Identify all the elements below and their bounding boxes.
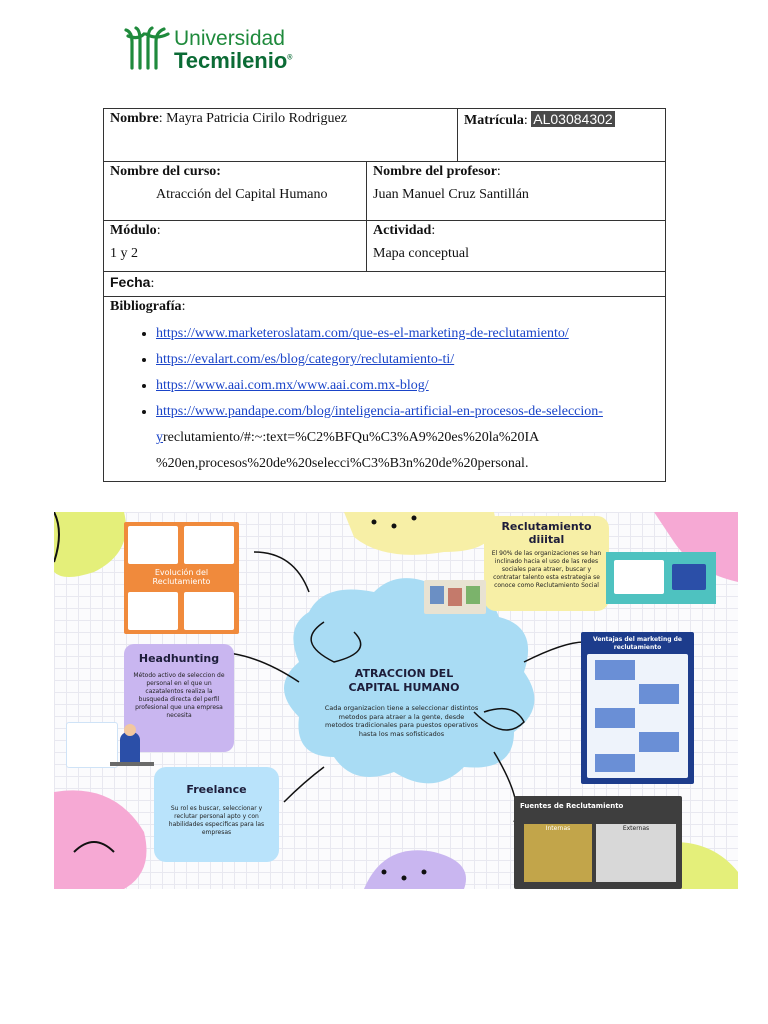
bibliography-link-4-rest: reclutamiento/#:~:text=%C2%BFQu%C3%A9%20es%20la%20IA %20en,procesos%20de%20selecci%C3%B3n%20de%20personal.: [156, 430, 539, 471]
fuentes-panel: [514, 796, 682, 889]
curso-cell: [104, 162, 367, 221]
headhunting-text: Método activo de seleccion de personal en el que un cazatalentos realiza la busqueda directa del perfil profesional que una empresa necesita: [133, 672, 225, 719]
digital-illustration: [606, 552, 716, 604]
modulo-label: Módulo: [110, 223, 157, 238]
fecha-cell: Fecha:: [104, 272, 666, 297]
actividad-value: Mapa conceptual: [373, 246, 470, 261]
bibliography-list: [110, 321, 659, 477]
profesor-label: Nombre del profesor: [373, 164, 497, 179]
nombre-label: Nombre: [110, 111, 159, 126]
digital-text: El 90% de las organizaciones se han inclinado hacia el uso de las redes sociales para atraer, buscar y contratar talento esta estrategia se conoce como Reclutamiento Social: [491, 550, 602, 589]
profesor-cell: Nombre del profesor: Juan Manuel Cruz Santillán: [367, 162, 666, 221]
modulo-value: 1 y 2: [110, 246, 138, 261]
logo-line-2: Tecmilenio®: [174, 48, 293, 73]
fuentes-externas: Externas: [622, 825, 650, 832]
freelance-text: Su rol es buscar, seleccionar y reclutar personal apto y con habilidades especificas para las empresas: [168, 805, 265, 836]
list-item: [156, 347, 659, 373]
headhunting-title: Headhunting: [138, 652, 220, 665]
freelance-title: Freelance: [186, 783, 247, 796]
university-logo: [124, 26, 304, 74]
list-item: [156, 399, 659, 477]
ventajas-title: Ventajas del marketing de reclutamiento: [593, 636, 682, 651]
fuentes-internas: Internas: [545, 825, 571, 832]
bibliografia-label: Bibliografía: [110, 299, 182, 314]
actividad-cell: Actividad: Mapa conceptual: [367, 221, 666, 272]
concept-map: [54, 512, 738, 889]
student-info-table: [103, 108, 666, 482]
evolution-title: Evolución del Reclutamiento: [152, 568, 211, 586]
fuentes-title: Fuentes de Reclutamiento: [520, 802, 624, 810]
bibliografia-cell: Bibliografía: • https://www.marketeroslatam.com/que-es-el-marketing-de-reclutamiento/ • https://evalart.com/es/blog/category/reclutamiento-ti/ • https://www.aai.com.mx/www.aai.com.mx-blog/ • https://www.pandape.com/blog/inteligencia-artificial-en-procesos-de-seleccion-yreclutamiento/#:~:text=%C2%BFQu%C3%A9%20es%20la%20IA %20en,procesos%20de%20selecci%C3%B3n%20de%20personal.: [104, 297, 666, 482]
bibliography-link-3[interactable]: https://www.aai.com.mx/www.aai.com.mx-blog/: [156, 378, 429, 393]
center-title: ATRACCION DEL CAPITAL HUMANO: [348, 667, 460, 694]
ventajas-panel: [581, 632, 694, 784]
center-text: Cada organizacion tiene a seleccionar distintos metodos para atraer a la gente, desde metodos tradicionales para puestos operativos hasta los mas sofisticados: [324, 704, 479, 738]
list-item: [156, 321, 659, 347]
fecha-label: Fecha: [110, 274, 151, 290]
nombre-value: : Mayra Patricia Cirilo Rodriguez: [158, 111, 347, 126]
people-illustration: [66, 722, 154, 774]
bibliography-link-2[interactable]: https://evalart.com/es/blog/category/reclutamiento-ti/: [156, 352, 455, 367]
list-item: [156, 373, 659, 399]
digital-recruiting-card: [484, 516, 609, 611]
evolution-panel: [124, 522, 239, 634]
bibliography-link-4[interactable]: https://www.pandape.com/blog/inteligencia-artificial-en-procesos-de-seleccion-y: [156, 404, 603, 445]
matricula-cell: Matrícula: AL03084302: [458, 109, 666, 162]
modulo-cell: Módulo: 1 y 2: [104, 221, 367, 272]
nombre-cell: [104, 109, 458, 162]
bibliography-link-1[interactable]: https://www.marketeroslatam.com/que-es-el-marketing-de-reclutamiento/: [156, 326, 569, 341]
freelance-card: [154, 767, 279, 862]
curso-value: Atracción del Capital Humano: [156, 187, 328, 202]
tecmilenio-leaf-icon: [124, 26, 170, 70]
curso-label: Nombre del curso:: [110, 164, 221, 179]
digital-title: Reclutamiento diiital: [501, 520, 592, 546]
logo-line-1: Universidad: [174, 27, 285, 50]
profesor-value: Juan Manuel Cruz Santillán: [373, 187, 529, 202]
social-photos: [424, 580, 486, 614]
matricula-label: Matrícula: [464, 113, 524, 128]
matricula-value: AL03084302: [533, 111, 613, 127]
actividad-label: Actividad: [373, 223, 432, 238]
